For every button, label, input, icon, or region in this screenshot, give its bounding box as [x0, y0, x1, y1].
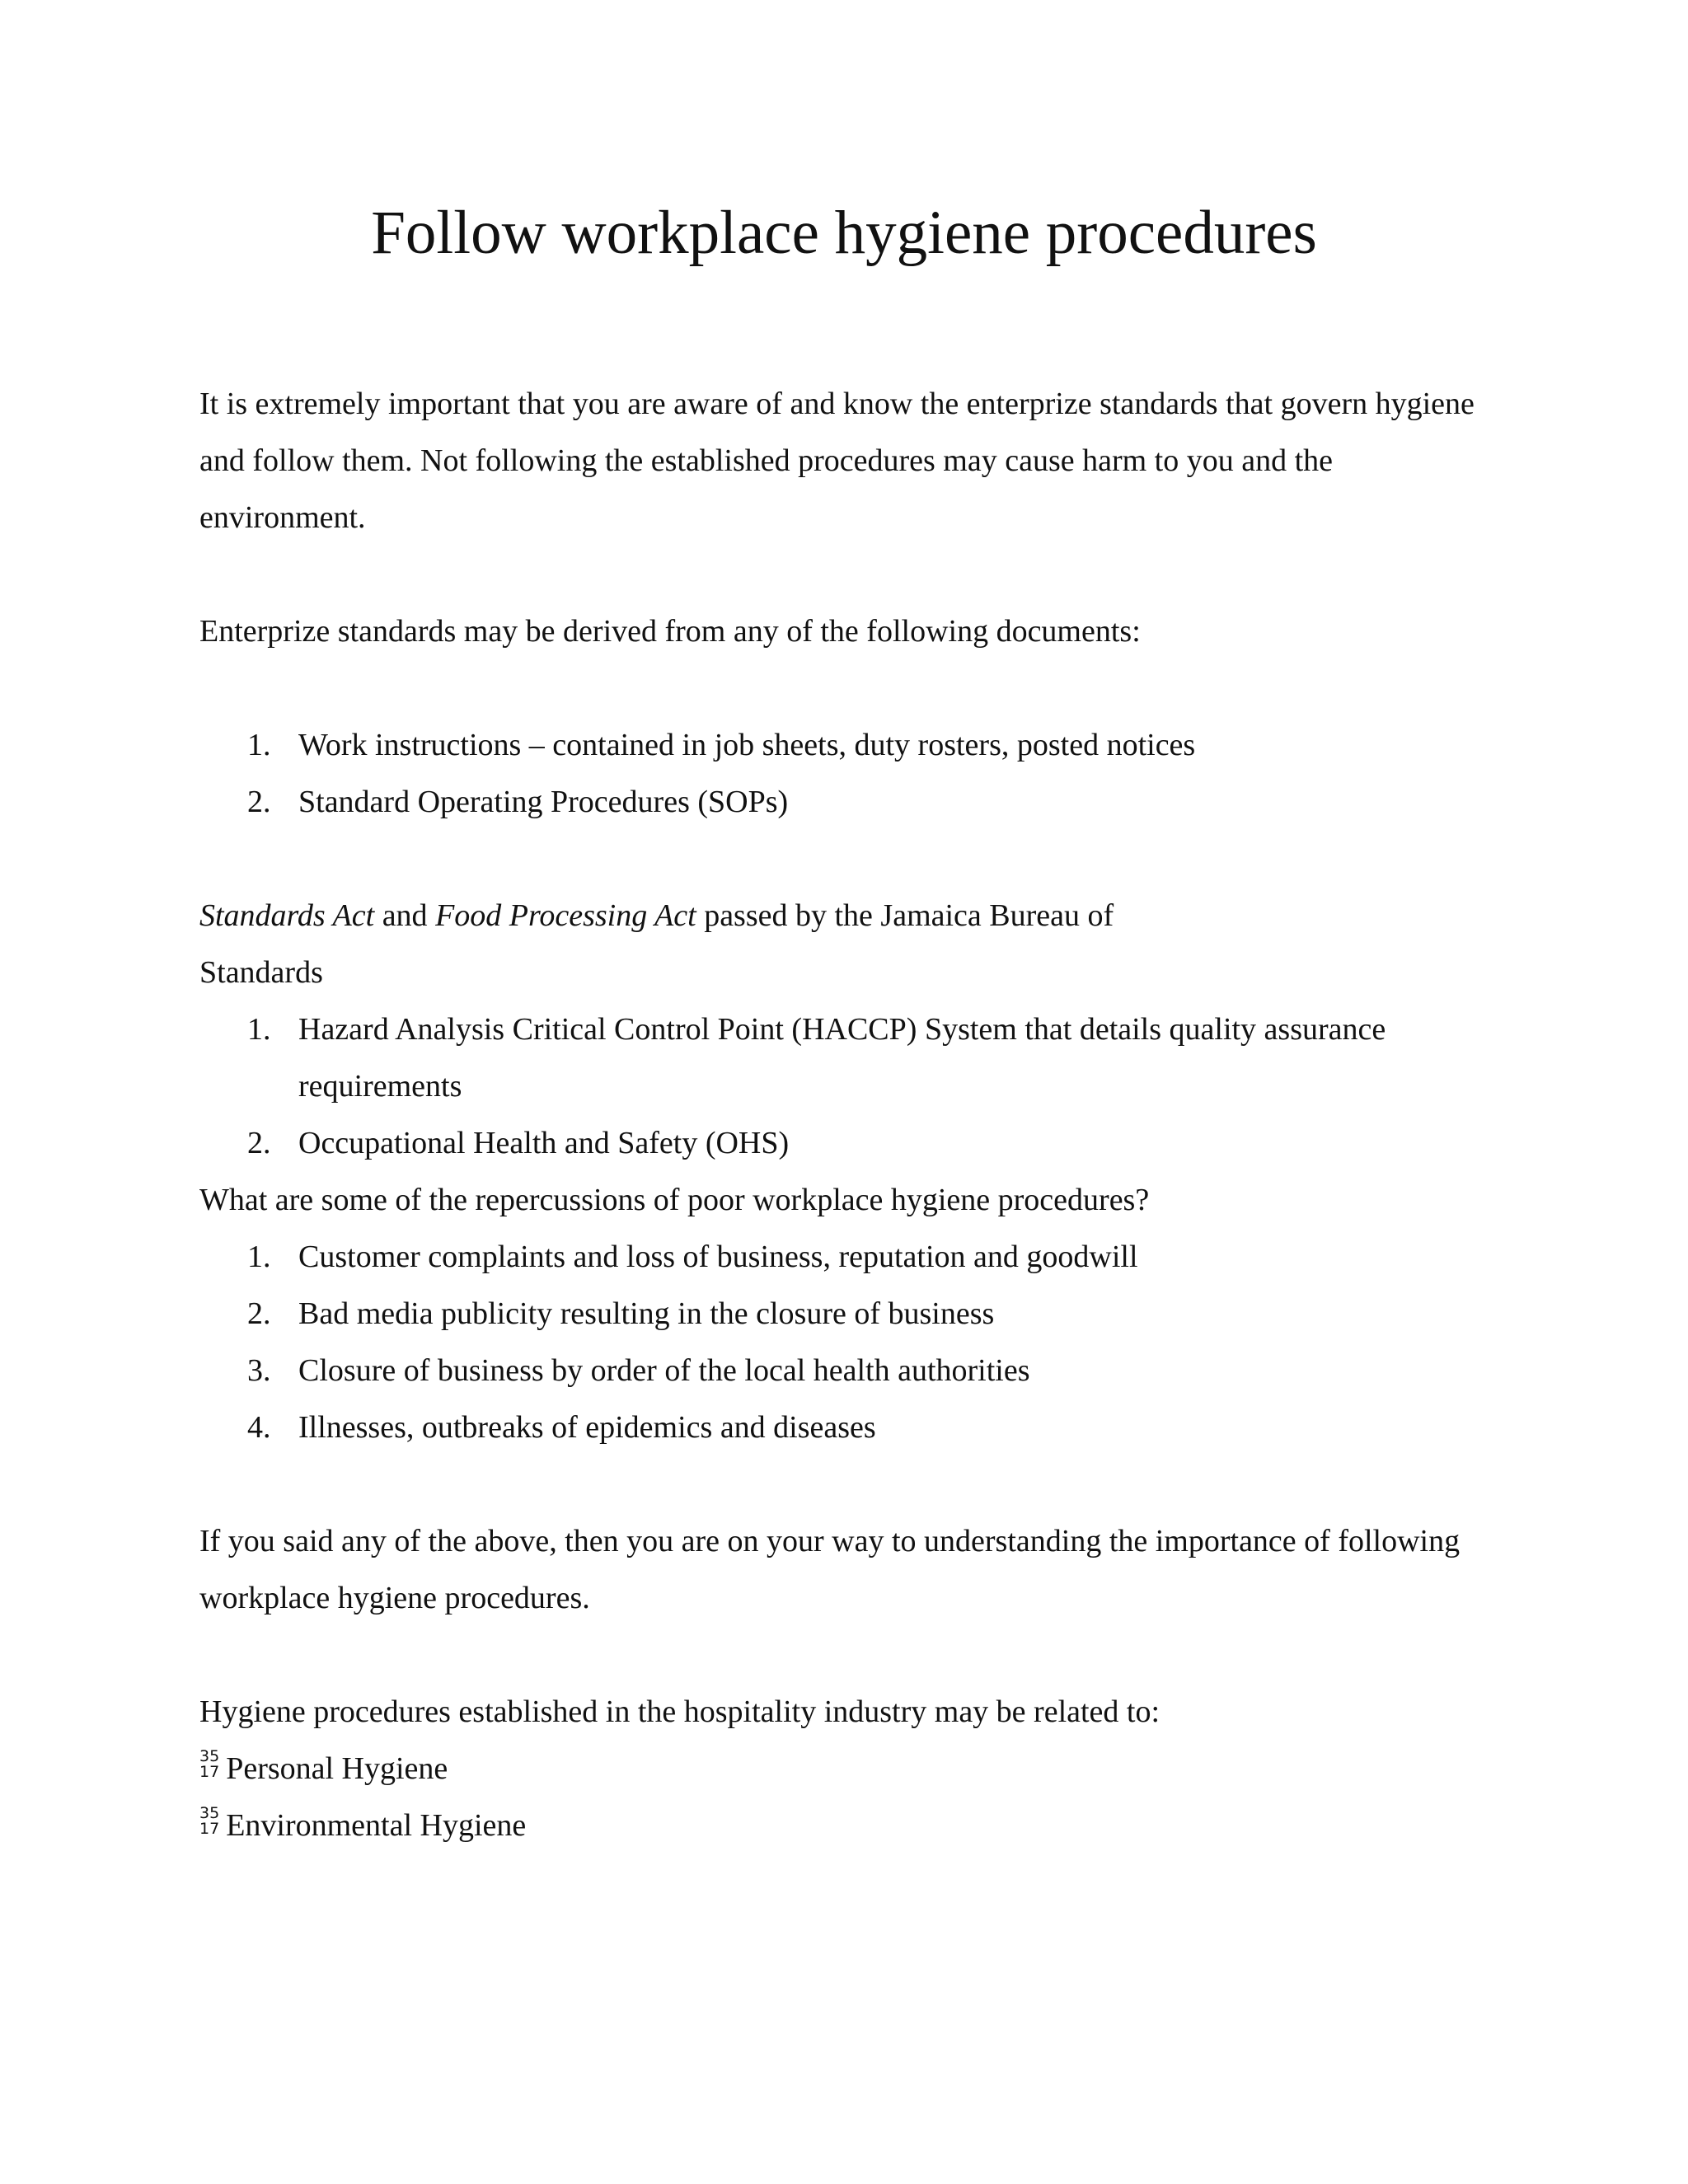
hygiene-item-text: Personal Hygiene — [226, 1751, 448, 1786]
spacer — [199, 660, 1502, 717]
standards-act: Standards Act — [199, 898, 375, 933]
acts-rest: passed by the Jamaica Bureau of — [696, 898, 1114, 933]
list-item — [199, 1229, 1502, 1286]
list-number: 2. — [247, 785, 271, 819]
hygiene-item-text: Environmental Hygiene — [226, 1808, 527, 1843]
document-body — [199, 376, 1502, 1854]
list-item — [199, 774, 1502, 831]
repercussions-list — [199, 1229, 1502, 1456]
hygiene-item — [199, 1797, 1502, 1854]
repercussions-question: What are some of the repercussions of poor workplace hygiene procedures? — [199, 1183, 1150, 1217]
list-number: 2. — [247, 1126, 271, 1160]
list-item-text: Occupational Health and Safety (OHS) — [298, 1126, 790, 1160]
list-item-text: Hazard Analysis Critical Control Point (HACCP) System that details quality assurance requirements — [298, 1012, 1386, 1104]
list-item — [199, 1001, 1502, 1115]
list-number: 1. — [247, 728, 271, 762]
acts-list — [199, 1001, 1502, 1172]
list-item — [199, 1343, 1502, 1399]
spacer — [199, 1456, 1502, 1513]
list-item — [199, 1115, 1502, 1172]
spacer — [199, 831, 1502, 888]
spacer — [199, 1627, 1502, 1684]
hygiene-item — [199, 1741, 1502, 1797]
acts-paragraph-line2: Standards — [199, 955, 323, 990]
list-number: 4. — [247, 1410, 271, 1445]
list-item-text: Illnesses, outbreaks of epidemics and diseases — [298, 1410, 876, 1445]
list-item — [199, 717, 1502, 774]
fraction-bullet-icon: 35 17 — [199, 1747, 220, 1781]
spacer — [199, 546, 1502, 603]
list-number: 1. — [247, 1012, 271, 1047]
list-number: 2. — [247, 1296, 271, 1331]
conclusion-paragraph: If you said any of the above, then you are on your way to understanding the importance of following workplace hygiene procedures. — [199, 1524, 1461, 1615]
hygiene-intro: Hygiene procedures established in the hospitality industry may be related to: — [199, 1694, 1160, 1729]
list-item — [199, 1399, 1502, 1456]
list-item-text: Bad media publicity resulting in the closure of business — [298, 1296, 995, 1331]
acts-and: and — [374, 898, 436, 933]
list-item-text: Closure of business by order of the local health authorities — [298, 1353, 1030, 1388]
standards-intro: Enterprize standards may be derived from any of the following documents: — [199, 614, 1141, 649]
list-item-text: Work instructions – contained in job sheets, duty rosters, posted notices — [298, 728, 1196, 762]
page-title: Follow workplace hygiene procedures — [371, 199, 1317, 267]
intro-paragraph: It is extremely important that you are aware of and know the enterprize standards that govern hygiene and follow them. Not following the established procedures may cause harm to you and the environment. — [199, 387, 1475, 535]
fraction-bullet-icon: 35 17 — [199, 1804, 220, 1838]
list-number: 3. — [247, 1353, 271, 1388]
list-number: 1. — [247, 1240, 271, 1274]
list-item-text: Standard Operating Procedures (SOPs) — [298, 785, 789, 819]
list-item — [199, 1286, 1502, 1343]
acts-paragraph — [199, 888, 1502, 944]
documents-list — [199, 717, 1502, 831]
list-item-text: Customer complaints and loss of business, reputation and goodwill — [298, 1240, 1138, 1274]
food-processing-act: Food Processing Act — [435, 898, 696, 933]
